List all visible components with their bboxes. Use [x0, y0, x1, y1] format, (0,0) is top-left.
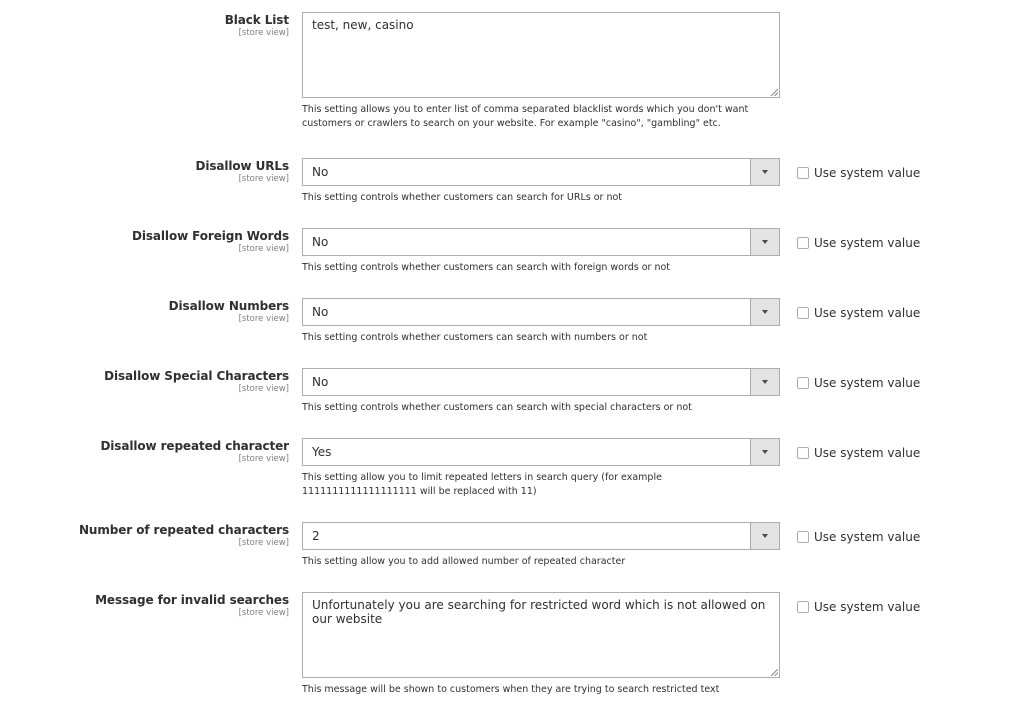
field-label: Number of repeated characters [78, 523, 289, 537]
disallow-repeated-select[interactable] [302, 438, 780, 466]
disallow-foreign-system-value[interactable] [797, 236, 920, 250]
disallow-numbers-system-value[interactable] [797, 306, 920, 320]
disallow-numbers-note: This setting controls whether customers can search with numbers or not [302, 332, 648, 343]
disallow-special-label-group [0, 369, 289, 394]
disallow-special-system-value[interactable] [797, 376, 920, 390]
scope-label: [store view] [238, 538, 289, 548]
blacklist-note: This setting allows you to enter list of comma separated blacklist words which you don't want customers or crawlers to search on your website. For example "casino", "gambling" etc. [302, 104, 749, 129]
invalid-message-textarea[interactable] [302, 592, 780, 678]
repeated-count-select[interactable] [302, 522, 780, 550]
repeated-count-system-value[interactable] [797, 530, 920, 544]
field-label: Disallow Numbers [168, 299, 289, 313]
disallow-repeated-system-value[interactable] [797, 446, 920, 460]
select-value: No [312, 165, 329, 179]
chevron-down-icon[interactable] [750, 369, 779, 395]
field-label: Message for invalid searches [95, 593, 289, 607]
disallow-urls-note: This setting controls whether customers can search for URLs or not [302, 192, 622, 203]
system-value-label[interactable]: Use system value [814, 376, 921, 390]
repeated-count-control [302, 522, 780, 569]
field-label: Disallow Special Characters [104, 369, 289, 383]
field-label: Disallow URLs [195, 159, 289, 173]
chevron-down-icon[interactable] [750, 523, 779, 549]
system-value-checkbox[interactable] [797, 307, 809, 319]
chevron-down-icon[interactable] [750, 159, 779, 185]
chevron-down-icon[interactable] [750, 299, 779, 325]
resize-handle-icon[interactable] [770, 88, 778, 96]
chevron-down-icon[interactable] [750, 229, 779, 255]
select-value: Yes [312, 445, 332, 459]
system-value-checkbox[interactable] [797, 601, 809, 613]
blacklist-value: test, new, casino [312, 18, 414, 32]
scope-label: [store view] [238, 244, 289, 254]
disallow-numbers-control [302, 298, 780, 345]
system-value-label[interactable]: Use system value [814, 166, 921, 180]
scope-label: [store view] [238, 608, 289, 618]
select-value: No [312, 305, 329, 319]
system-value-label[interactable]: Use system value [814, 446, 921, 460]
disallow-repeated-control [302, 438, 780, 499]
system-value-checkbox[interactable] [797, 377, 809, 389]
disallow-foreign-label-group [0, 229, 289, 254]
system-value-label[interactable]: Use system value [814, 530, 921, 544]
blacklist-label-group [0, 13, 289, 38]
system-value-label[interactable]: Use system value [814, 236, 921, 250]
invalid-message-label-group [0, 593, 289, 618]
system-value-checkbox[interactable] [797, 447, 809, 459]
scope-label: [store view] [238, 28, 289, 38]
select-value: No [312, 375, 329, 389]
system-value-checkbox[interactable] [797, 167, 809, 179]
chevron-down-icon[interactable] [750, 439, 779, 465]
select-value: No [312, 235, 329, 249]
repeated-count-note: This setting allow you to add allowed number of repeated character [302, 556, 626, 567]
field-label: Disallow repeated character [100, 439, 289, 453]
disallow-numbers-select[interactable] [302, 298, 780, 326]
blacklist-textarea[interactable] [302, 12, 780, 98]
repeated-count-label-group [0, 523, 289, 548]
select-value: 2 [312, 529, 320, 543]
disallow-foreign-select[interactable] [302, 228, 780, 256]
disallow-urls-control [302, 158, 780, 205]
disallow-foreign-note: This setting controls whether customers can search with foreign words or not [302, 262, 671, 273]
disallow-urls-select[interactable] [302, 158, 780, 186]
disallow-special-select[interactable] [302, 368, 780, 396]
disallow-foreign-control [302, 228, 780, 275]
disallow-special-control [302, 368, 780, 415]
system-value-checkbox[interactable] [797, 531, 809, 543]
invalid-message-control [302, 592, 780, 697]
system-value-label[interactable]: Use system value [814, 306, 921, 320]
invalid-message-note: This message will be shown to customers when they are trying to search restricted text [302, 684, 720, 695]
field-label: Disallow Foreign Words [132, 229, 289, 243]
scope-label: [store view] [238, 384, 289, 394]
disallow-special-note: This setting controls whether customers can search with special characters or not [302, 402, 692, 413]
system-value-checkbox[interactable] [797, 237, 809, 249]
disallow-urls-system-value[interactable] [797, 166, 920, 180]
blacklist-control [302, 12, 780, 131]
resize-handle-icon[interactable] [770, 668, 778, 676]
disallow-repeated-label-group [0, 439, 289, 464]
disallow-urls-label-group [0, 159, 289, 184]
disallow-numbers-label-group [0, 299, 289, 324]
disallow-repeated-note: This setting allow you to limit repeated letters in search query (for example 1111111111111111111 will be replaced with 11) [302, 472, 662, 497]
invalid-message-value: Unfortunately you are searching for restricted word which is not allowed on our website [312, 598, 770, 626]
invalid-message-system-value[interactable] [797, 600, 920, 614]
system-value-label[interactable]: Use system value [814, 600, 921, 614]
scope-label: [store view] [238, 174, 289, 184]
field-label: Black List [224, 13, 289, 27]
scope-label: [store view] [238, 454, 289, 464]
scope-label: [store view] [238, 314, 289, 324]
